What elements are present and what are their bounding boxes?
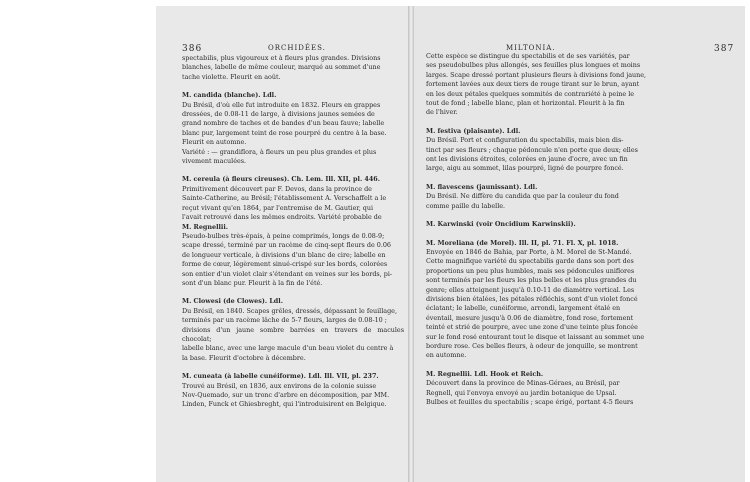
text-line: éclatant; le labelle, cunéiforme, arrondi, largement étalé en — [426, 304, 621, 313]
text-line: tinct par ses fleurs ; chaque pédoncule n'en porte que deux; elles — [426, 145, 638, 154]
text-line: Trouvé au Brésil, en 1836, aux environs de la colonie suisse — [182, 381, 377, 390]
text-line: divisions bien étalées, les pétales réfléchis, sont d'un violet foncé — [426, 294, 638, 303]
right-page-body — [426, 52, 730, 407]
text-line: Cette magnifique variété du spectabilis garde dans son port des — [426, 257, 634, 266]
species-entry-heading: M. Regnellii. — [182, 222, 229, 231]
text-line: l'avait retrouvé dans les mêmes endroits. Variété probable de — [182, 213, 382, 222]
blank-line — [426, 118, 730, 127]
text-line: sur le fond rosé entourant tout le disque et laissant au sommet une — [426, 332, 645, 341]
species-entry-heading: M. Regnellii. Ldl. Hook et Reich. — [426, 369, 544, 378]
text-line: comme paille du labelle. — [426, 201, 506, 210]
text-line: blanc pur, largement teint de rose pourpré du centre à la base. — [182, 128, 387, 137]
text-line: Pseudo-bulbes très-épais, à peine comprimés, longs de 0.08-9; — [182, 231, 385, 240]
right-page — [414, 6, 745, 482]
text-line: Regnell, qui l'envoya envoyé au jardin botanique de Upsal. — [426, 388, 617, 397]
text-line: ont les divisions étroites, colorées en jaune d'ocre, avec un fin — [426, 155, 628, 164]
text-line: la base. Fleurit d'octobre à décembre. — [182, 353, 306, 362]
text-line: de l'hiver. — [426, 108, 458, 117]
text-line: larges. Scape dressé portant plusieurs fleurs à divisions fond jaune, — [426, 70, 647, 79]
text-line: bordure rose. Ces belles fleurs, à odeur de jonquille, se montrent — [426, 341, 638, 350]
text-line: Linden, Funck et Ghiesbreght, qui l'introduisirent en Belgique. — [182, 400, 387, 409]
text-line: Cette espèce se distingue du spectabilis et de ses variétés, par — [426, 52, 630, 60]
text-line: tache violette. Fleurit en août. — [182, 72, 281, 81]
text-line: genre; elles atteignent jusqu'à 0.10-11 de diamètre vertical. Les — [426, 285, 635, 294]
right-running-head: MILTONIA. — [506, 44, 556, 52]
text-line: divisions d'un jaune sombre barrées en travers de macules chocolat; — [182, 325, 404, 343]
text-line: dressées, de 0.08-11 de large, à divisions jaunes semées de — [182, 110, 375, 119]
text-line: grand nombre de taches et de bandes d'un beau fauve; labelle — [182, 119, 385, 128]
left-page-body — [182, 54, 404, 410]
blank-line — [426, 230, 730, 239]
text-line: de longueur verticale, à divisions d'un blanc de cire; labelle en — [182, 250, 386, 259]
species-entry-heading: M. festiva (plaisante). Ldl. — [426, 126, 521, 135]
text-line: scape dressé, terminé par un racème de cinq-sept fleurs de 0.06 — [182, 241, 391, 250]
text-line: éventail, mesure jusqu'à 0.06 de diamètre, fond rose, fortement — [426, 313, 634, 322]
text-line: Du Brésil, en 1840. Scapes grêles, dressés, dépassant le feuillage, — [182, 306, 397, 315]
species-entry-heading: M. cuneata (à labelle cunéiforme). Ldl. Ill. VII, pl. 237. — [182, 372, 379, 381]
text-line: large, aigu au sommet, lilas pourpré, ligné de pourpre foncé. — [426, 164, 624, 173]
text-line: Bulbes et feuilles du spectabilis ; scape érigé, portant 4-5 fleurs — [426, 398, 634, 406]
text-line: Envoyée en 1846 de Bahia, par Porte, à M. Morel de St-Mandé. — [426, 247, 632, 256]
right-page-number: 387 — [714, 44, 735, 54]
text-line: Primitivement découvert par F. Devos, dans la province de — [182, 184, 372, 193]
blank-line — [182, 288, 404, 297]
text-line: en les deux pétales quelques sommités de contrariété à peine le — [426, 89, 635, 98]
text-line: Du Brésil, d'où elle fut introduite en 1832. Fleurs en grappes — [182, 100, 381, 109]
species-entry-heading: M. candida (blanche). Ldl. — [182, 91, 277, 100]
blank-line — [426, 361, 730, 370]
text-line: Sainte-Catherine, au Brésil; l'établissement A. Verschaffelt a le — [182, 194, 387, 203]
text-line: terminés par un racème lâche de 5-7 fleurs, larges de 0.08-10 ; — [182, 316, 387, 325]
blank-line — [182, 166, 404, 175]
text-line: labelle blanc, avec une large macule d'un beau violet du centre à — [182, 344, 394, 353]
blank-line — [426, 211, 730, 220]
text-line: sont terminés par les fleurs les plus belles et les plus grandes du — [426, 276, 637, 285]
text-line: son entier d'un violet clair s'étendant en veines sur les bords, pi- — [182, 269, 393, 278]
text-line: Du Brésil. Port et configuration du spectabilis, mais bien dis- — [426, 136, 624, 145]
book-spread — [156, 6, 745, 482]
text-line: teinté et strié de pourpre, avec une zone d'une teinte plus foncée — [426, 323, 638, 332]
species-entry-heading: M. flavescens (jaunissant). Ldl. — [426, 182, 538, 191]
blank-line — [426, 174, 730, 183]
species-entry-heading: M. cereula (à fleurs cireuses). Ch. Lem. Ill. XII, pl. 446. — [182, 175, 380, 184]
text-line: Nov-Quemado, sur un tronc d'arbre en décomposition, par MM. — [182, 391, 390, 399]
text-line: spectabilis, plus vigoureux et à fleurs plus grandes. Divisions — [182, 54, 381, 62]
text-line: Fleurit en automne. — [182, 138, 247, 147]
species-entry-heading: M. Karwinski (voir Oncidium Karwinskii). — [426, 220, 576, 229]
left-running-head: ORCHIDÉES. — [268, 44, 326, 52]
blank-line — [182, 82, 404, 91]
text-line: vivement maculées. — [182, 157, 247, 166]
text-line: blanches, labelle de même couleur, marqué au sommet d'une — [182, 63, 381, 72]
text-line: fortement lavées aux deux tiers de rouge tirant sur le brun, ayant — [426, 80, 640, 89]
text-line: tout de fond ; labelle blanc, plan et horizontal. Fleurit à la fin — [426, 99, 625, 108]
text-line: forme de cœur, légèrement sinué-crispé sur les bords, colorées — [182, 260, 388, 269]
text-line: ses pseudobulbes plus allongés, ses feuilles plus longues et moins — [426, 61, 641, 70]
text-line: Variété : — grandiflora, à fleurs un peu plus grandes et plus — [182, 147, 377, 156]
species-entry-heading: M. Clowesi (de Clowes). Ldl. — [182, 297, 283, 306]
text-line: reçut vivant qu'en 1864, par l'entremise de M. Gautier, qui — [182, 203, 374, 212]
left-page — [156, 6, 408, 482]
text-line: en automne. — [426, 351, 467, 360]
left-page-number: 386 — [182, 44, 203, 54]
text-line: Du Brésil. Ne diffère du candida que par la couleur du fond — [426, 192, 619, 201]
blank-line — [182, 363, 404, 372]
species-entry-heading: M. Moreliana (de Morel). Ill. II, pl. 71. Fl. X, pl. 1018. — [426, 238, 619, 247]
text-line: Découvert dans la province de Minas-Géraes, au Brésil, par — [426, 379, 620, 388]
text-line: sont d'un blanc pur. Fleurit à la fin de l'été. — [182, 278, 323, 287]
text-line: proportions un peu plus humbles, mais ses pédoncules uniflores — [426, 266, 635, 275]
